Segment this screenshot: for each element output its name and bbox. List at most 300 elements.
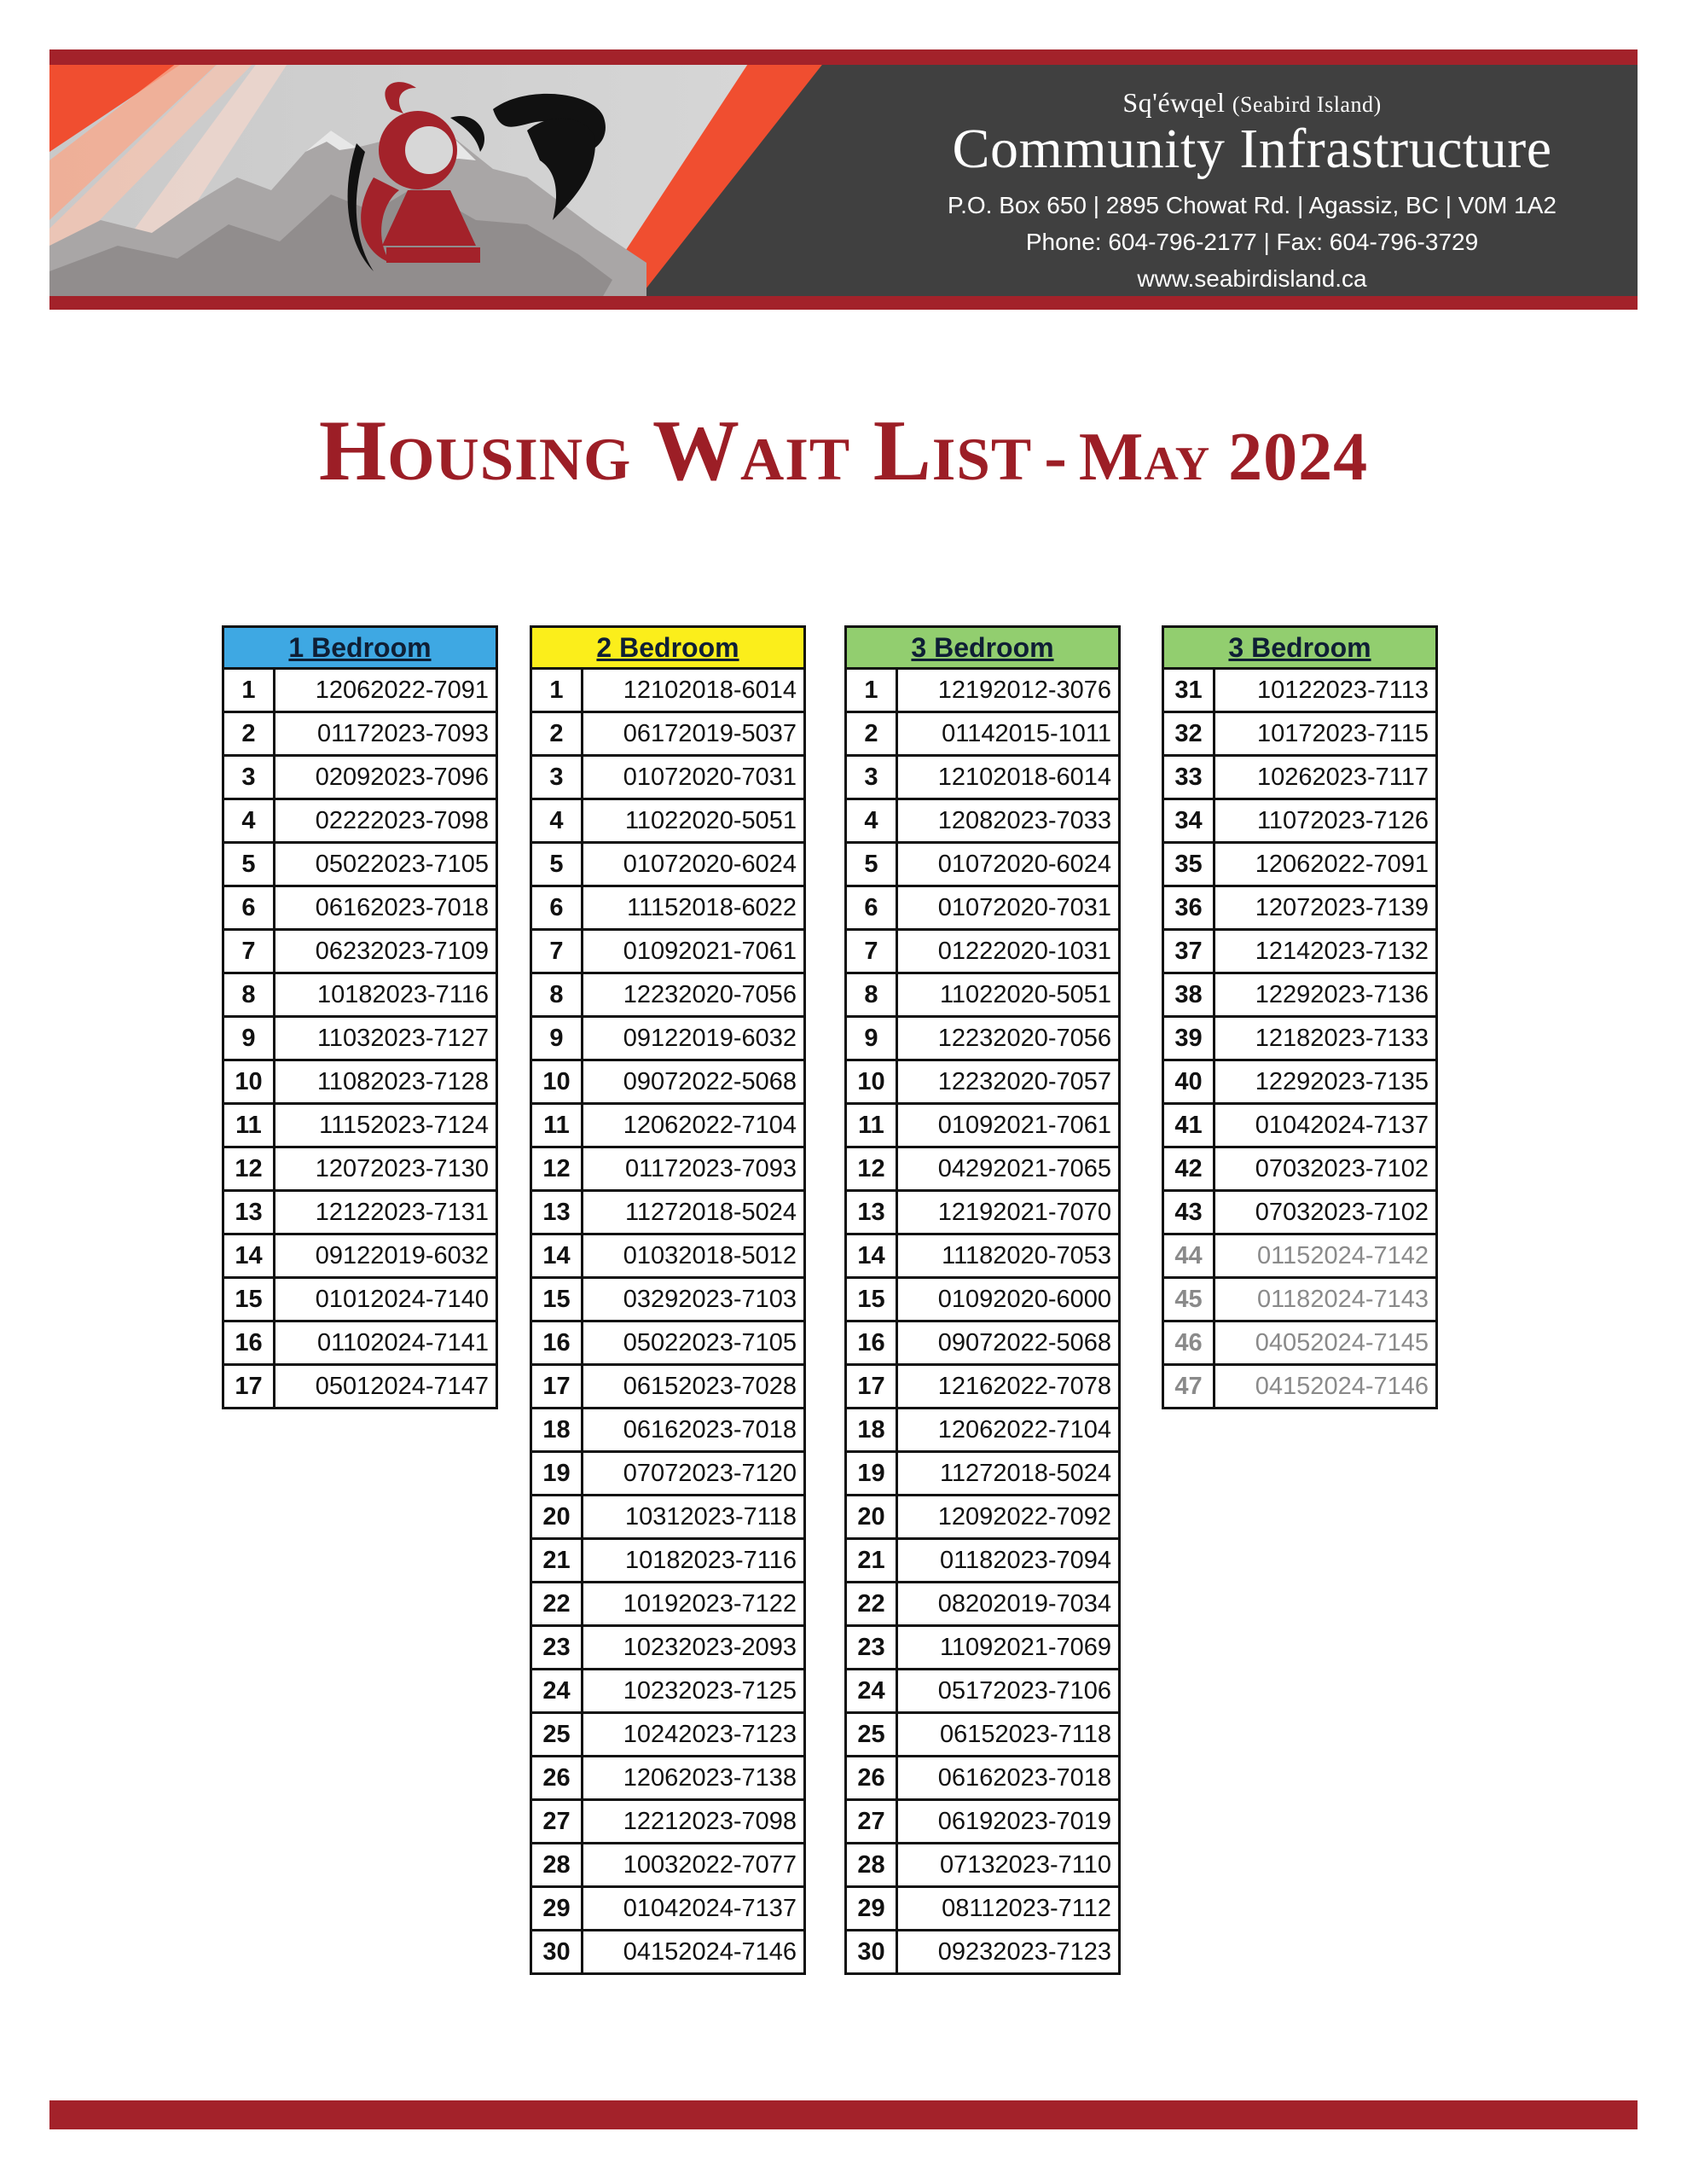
rank-number: 31: [1163, 669, 1215, 712]
table-row: [846, 712, 1120, 756]
table-row: [531, 1496, 805, 1539]
applicant-id: 12122023-7131: [275, 1191, 497, 1234]
table-row: [223, 1147, 497, 1191]
rank-number: 13: [531, 1191, 583, 1234]
rank-number: 25: [846, 1713, 897, 1757]
table-row: [846, 1104, 1120, 1147]
rank-number: 36: [1163, 886, 1215, 930]
applicant-id: 12292023-7135: [1215, 1060, 1437, 1104]
table-row: [846, 1060, 1120, 1104]
applicant-id: 11022020-5051: [583, 799, 805, 843]
applicant-id: 10122023-7113: [1215, 669, 1437, 712]
table-row: [223, 1365, 497, 1409]
table-row: [223, 1060, 497, 1104]
table-row: [846, 1191, 1120, 1234]
applicant-id: 01182023-7094: [897, 1539, 1120, 1583]
applicant-id: 06152023-7028: [583, 1365, 805, 1409]
rank-number: 12: [846, 1147, 897, 1191]
table-row: [846, 1147, 1120, 1191]
table-row: [531, 1234, 805, 1278]
applicant-id: 12142023-7132: [1215, 930, 1437, 973]
rank-number: 25: [531, 1713, 583, 1757]
table-row: [1163, 1147, 1437, 1191]
table-row: [223, 1278, 497, 1321]
rank-number: 41: [1163, 1104, 1215, 1147]
table-row: [1163, 1017, 1437, 1060]
footer-stripe: [49, 2100, 1638, 2129]
applicant-id: 10182023-7116: [275, 973, 497, 1017]
table-row: [531, 1452, 805, 1496]
applicant-id: 01142015-1011: [897, 712, 1120, 756]
applicant-id: 09122019-6032: [583, 1017, 805, 1060]
applicant-id: 01072020-7031: [583, 756, 805, 799]
applicant-id: 04052024-7145: [1215, 1321, 1437, 1365]
three-bedroom-table-part-1: [844, 625, 1121, 1975]
applicant-id: 01072020-6024: [897, 843, 1120, 886]
applicant-id: 12062023-7138: [583, 1757, 805, 1800]
rank-number: 47: [1163, 1365, 1215, 1409]
table-row: [531, 886, 805, 930]
rank-number: 28: [846, 1844, 897, 1887]
rank-number: 1: [531, 669, 583, 712]
applicant-id: 11272018-5024: [897, 1452, 1120, 1496]
table-row: [846, 1931, 1120, 1974]
table-row: [531, 1191, 805, 1234]
table-row: [531, 1409, 805, 1452]
applicant-id: 07072023-7120: [583, 1452, 805, 1496]
table-row: [223, 669, 497, 712]
rank-number: 7: [531, 930, 583, 973]
rank-number: 35: [1163, 843, 1215, 886]
rank-number: 24: [846, 1670, 897, 1713]
table-row: [223, 930, 497, 973]
rank-number: 30: [846, 1931, 897, 1974]
table-row: [1163, 1104, 1437, 1147]
applicant-id: 05022023-7105: [275, 843, 497, 886]
table-row: [531, 756, 805, 799]
three-bedroom-table-part-2: [1162, 625, 1438, 1409]
table-row: [1163, 712, 1437, 756]
rank-number: 4: [531, 799, 583, 843]
applicant-id: 01042024-7137: [1215, 1104, 1437, 1147]
phone-fax: Phone: 604-796-2177 | Fax: 604-796-3729: [1025, 229, 1479, 255]
applicant-id: 02222023-7098: [275, 799, 497, 843]
applicant-id: 11182020-7053: [897, 1234, 1120, 1278]
table-row: [846, 973, 1120, 1017]
table-row: [846, 1409, 1120, 1452]
rank-number: 7: [223, 930, 275, 973]
table-row: [846, 1452, 1120, 1496]
table-row: [1163, 1191, 1437, 1234]
one-bedroom-table: [222, 625, 498, 1409]
rank-number: 22: [531, 1583, 583, 1626]
rank-number: 16: [846, 1321, 897, 1365]
table-row: [223, 973, 497, 1017]
applicant-id: 05012024-7147: [275, 1365, 497, 1409]
rank-number: 23: [531, 1626, 583, 1670]
rank-number: 9: [531, 1017, 583, 1060]
applicant-id: 01152024-7142: [1215, 1234, 1437, 1278]
rank-number: 1: [846, 669, 897, 712]
rank-number: 27: [531, 1800, 583, 1844]
rank-number: 33: [1163, 756, 1215, 799]
applicant-id: 01092021-7061: [583, 930, 805, 973]
two-bedroom-header: 2 Bedroom: [531, 627, 805, 669]
applicant-id: 01042024-7137: [583, 1887, 805, 1931]
applicant-id: 10192023-7122: [583, 1583, 805, 1626]
table-row: [531, 1539, 805, 1583]
rank-number: 8: [531, 973, 583, 1017]
rank-number: 39: [1163, 1017, 1215, 1060]
applicant-id: 07032023-7102: [1215, 1147, 1437, 1191]
table-row: [531, 1800, 805, 1844]
rank-number: 20: [531, 1496, 583, 1539]
table-row: [1163, 843, 1437, 886]
applicant-id: 04152024-7146: [583, 1931, 805, 1974]
rank-number: 13: [846, 1191, 897, 1234]
applicant-id: 01222020-1031: [897, 930, 1120, 973]
applicant-id: 12182023-7133: [1215, 1017, 1437, 1060]
rank-number: 10: [223, 1060, 275, 1104]
applicant-id: 06152023-7118: [897, 1713, 1120, 1757]
table-row: [531, 930, 805, 973]
applicant-id: 11072023-7126: [1215, 799, 1437, 843]
org-name-native: Sq'éwqel: [1122, 87, 1226, 118]
rank-number: 5: [531, 843, 583, 886]
table-row: [531, 1017, 805, 1060]
table-row: [1163, 1321, 1437, 1365]
rank-number: 17: [846, 1365, 897, 1409]
rank-number: 10: [531, 1060, 583, 1104]
table-row: [1163, 1060, 1437, 1104]
rank-number: 30: [531, 1931, 583, 1974]
table-row: [531, 973, 805, 1017]
table-row: [531, 1887, 805, 1931]
title-date: May 2024: [1078, 420, 1369, 495]
rank-number: 8: [223, 973, 275, 1017]
table-row: [531, 1060, 805, 1104]
header-text-block: [868, 65, 1636, 297]
rank-number: 15: [531, 1278, 583, 1321]
applicant-id: 10232023-2093: [583, 1626, 805, 1670]
applicant-id: 11152018-6022: [583, 886, 805, 930]
table-row: [1163, 1278, 1437, 1321]
three-bedroom-header: 3 Bedroom: [846, 627, 1120, 669]
department-name: Community Infrastructure: [952, 118, 1552, 180]
rank-number: 14: [223, 1234, 275, 1278]
rank-number: 3: [223, 756, 275, 799]
applicant-id: 09232023-7123: [897, 1931, 1120, 1974]
table-row: [223, 1191, 497, 1234]
table-row: [531, 1583, 805, 1626]
table-row: [531, 1844, 805, 1887]
table-row: [531, 1278, 805, 1321]
org-name-english: (Seabird Island): [1232, 92, 1382, 117]
rank-number: 28: [531, 1844, 583, 1887]
applicant-id: 08202019-7034: [897, 1583, 1120, 1626]
rank-number: 11: [846, 1104, 897, 1147]
applicant-id: 12232020-7056: [583, 973, 805, 1017]
applicant-id: 12102018-6014: [897, 756, 1120, 799]
table-row: [531, 1626, 805, 1670]
applicant-id: 01012024-7140: [275, 1278, 497, 1321]
rank-number: 6: [531, 886, 583, 930]
applicant-id: 01092021-7061: [897, 1104, 1120, 1147]
applicant-id: 05172023-7106: [897, 1670, 1120, 1713]
table-row: [846, 1365, 1120, 1409]
rank-number: 2: [531, 712, 583, 756]
applicant-id: 02092023-7096: [275, 756, 497, 799]
rank-number: 45: [1163, 1278, 1215, 1321]
applicant-id: 06162023-7018: [897, 1757, 1120, 1800]
table-row: [846, 1887, 1120, 1931]
table-row: [1163, 886, 1437, 930]
rank-number: 24: [531, 1670, 583, 1713]
rank-number: 15: [846, 1278, 897, 1321]
applicant-id: 01072020-6024: [583, 843, 805, 886]
rank-number: 17: [223, 1365, 275, 1409]
applicant-id: 01172023-7093: [275, 712, 497, 756]
rank-number: 16: [531, 1321, 583, 1365]
table-row: [1163, 799, 1437, 843]
title-separator: -: [1044, 420, 1067, 495]
applicant-id: 06192023-7019: [897, 1800, 1120, 1844]
rank-number: 21: [531, 1539, 583, 1583]
table-row: [531, 1757, 805, 1800]
rank-number: 5: [223, 843, 275, 886]
table-row: [223, 712, 497, 756]
rank-number: 22: [846, 1583, 897, 1626]
applicant-id: 12062022-7091: [1215, 843, 1437, 886]
rank-number: 5: [846, 843, 897, 886]
table-row: [846, 1626, 1120, 1670]
applicant-id: 06162023-7018: [275, 886, 497, 930]
applicant-id: 01092020-6000: [897, 1278, 1120, 1321]
rank-number: 1: [223, 669, 275, 712]
rank-number: 21: [846, 1539, 897, 1583]
rank-number: 9: [223, 1017, 275, 1060]
applicant-id: 01072020-7031: [897, 886, 1120, 930]
applicant-id: 10182023-7116: [583, 1539, 805, 1583]
rank-number: 11: [223, 1104, 275, 1147]
rank-number: 12: [223, 1147, 275, 1191]
rank-number: 18: [531, 1409, 583, 1452]
applicant-id: 11152023-7124: [275, 1104, 497, 1147]
applicant-id: 12212023-7098: [583, 1800, 805, 1844]
applicant-id: 08112023-7112: [897, 1887, 1120, 1931]
rank-number: 38: [1163, 973, 1215, 1017]
applicant-id: 10242023-7123: [583, 1713, 805, 1757]
rank-number: 15: [223, 1278, 275, 1321]
table-row: [223, 1321, 497, 1365]
banner-top-stripe: [49, 49, 1638, 65]
rank-number: 23: [846, 1626, 897, 1670]
rank-number: 3: [846, 756, 897, 799]
applicant-id: 12092022-7092: [897, 1496, 1120, 1539]
rank-number: 19: [531, 1452, 583, 1496]
table-row: [846, 1670, 1120, 1713]
table-row: [223, 886, 497, 930]
rank-number: 4: [223, 799, 275, 843]
rank-number: 37: [1163, 930, 1215, 973]
table-row: [846, 669, 1120, 712]
applicant-id: 10172023-7115: [1215, 712, 1437, 756]
applicant-id: 06172019-5037: [583, 712, 805, 756]
rank-number: 19: [846, 1452, 897, 1496]
rank-number: 9: [846, 1017, 897, 1060]
applicant-id: 11022020-5051: [897, 973, 1120, 1017]
rank-number: 2: [223, 712, 275, 756]
rank-number: 6: [846, 886, 897, 930]
table-row: [1163, 669, 1437, 712]
rank-number: 12: [531, 1147, 583, 1191]
applicant-id: 01102024-7141: [275, 1321, 497, 1365]
applicant-id: 11082023-7128: [275, 1060, 497, 1104]
table-row: [846, 886, 1120, 930]
table-row: [846, 1583, 1120, 1626]
table-row: [1163, 1365, 1437, 1409]
applicant-id: 10262023-7117: [1215, 756, 1437, 799]
rank-number: 20: [846, 1496, 897, 1539]
mailing-address: P.O. Box 650 | 2895 Chowat Rd. | Agassiz, BC | V0M 1A2: [948, 192, 1557, 218]
table-row: [846, 1800, 1120, 1844]
table-row: [531, 1365, 805, 1409]
applicant-id: 12062022-7104: [583, 1104, 805, 1147]
applicant-id: 10232023-7125: [583, 1670, 805, 1713]
applicant-id: 04152024-7146: [1215, 1365, 1437, 1409]
rank-number: 18: [846, 1409, 897, 1452]
applicant-id: 12072023-7139: [1215, 886, 1437, 930]
rank-number: 10: [846, 1060, 897, 1104]
applicant-id: 03292023-7103: [583, 1278, 805, 1321]
table-row: [846, 756, 1120, 799]
applicant-id: 12062022-7104: [897, 1409, 1120, 1452]
rank-number: 11: [531, 1104, 583, 1147]
two-bedroom-table: [530, 625, 806, 1975]
table-row: [531, 1670, 805, 1713]
rank-number: 3: [531, 756, 583, 799]
table-row: [531, 1104, 805, 1147]
table-row: [846, 930, 1120, 973]
table-row: [223, 1104, 497, 1147]
table-row: [846, 1278, 1120, 1321]
applicant-id: 07032023-7102: [1215, 1191, 1437, 1234]
one-bedroom-header: 1 Bedroom: [223, 627, 497, 669]
rank-number: 27: [846, 1800, 897, 1844]
table-row: [846, 1234, 1120, 1278]
applicant-id: 12062022-7091: [275, 669, 497, 712]
applicant-id: 09072022-5068: [897, 1321, 1120, 1365]
applicant-id: 12192021-7070: [897, 1191, 1120, 1234]
applicant-id: 12292023-7136: [1215, 973, 1437, 1017]
table-row: [531, 1931, 805, 1974]
rank-number: 29: [531, 1887, 583, 1931]
title-main: Housing Wait List: [318, 403, 1033, 499]
table-row: [531, 669, 805, 712]
table-row: [846, 1539, 1120, 1583]
table-row: [846, 1017, 1120, 1060]
rank-number: 43: [1163, 1191, 1215, 1234]
applicant-id: 11272018-5024: [583, 1191, 805, 1234]
rank-number: 16: [223, 1321, 275, 1365]
header-banner: [49, 49, 1638, 310]
applicant-id: 06232023-7109: [275, 930, 497, 973]
rank-number: 34: [1163, 799, 1215, 843]
table-row: [846, 799, 1120, 843]
table-row: [223, 1234, 497, 1278]
rank-number: 26: [531, 1757, 583, 1800]
table-row: [846, 843, 1120, 886]
applicant-id: 12082023-7033: [897, 799, 1120, 843]
three-bedroom-header-continued: 3 Bedroom: [1163, 627, 1437, 669]
applicant-id: 12102018-6014: [583, 669, 805, 712]
applicant-id: 12232020-7057: [897, 1060, 1120, 1104]
rank-number: 8: [846, 973, 897, 1017]
table-row: [223, 799, 497, 843]
rank-number: 2: [846, 712, 897, 756]
table-row: [223, 843, 497, 886]
table-row: [1163, 756, 1437, 799]
applicant-id: 10312023-7118: [583, 1496, 805, 1539]
table-row: [531, 1713, 805, 1757]
table-row: [846, 1496, 1120, 1539]
table-row: [223, 1017, 497, 1060]
table-row: [846, 1844, 1120, 1887]
rank-number: 40: [1163, 1060, 1215, 1104]
applicant-id: 09072022-5068: [583, 1060, 805, 1104]
applicant-id: 10032022-7077: [583, 1844, 805, 1887]
applicant-id: 07132023-7110: [897, 1844, 1120, 1887]
banner-bottom-stripe: [49, 296, 1638, 310]
rank-number: 7: [846, 930, 897, 973]
page-title: [0, 401, 1687, 501]
applicant-id: 04292021-7065: [897, 1147, 1120, 1191]
table-row: [846, 1757, 1120, 1800]
rank-number: 14: [846, 1234, 897, 1278]
website-link[interactable]: www.seabirdisland.ca: [1137, 265, 1367, 292]
rank-number: 4: [846, 799, 897, 843]
applicant-id: 11032023-7127: [275, 1017, 497, 1060]
table-row: [223, 756, 497, 799]
table-row: [531, 1147, 805, 1191]
table-row: [846, 1321, 1120, 1365]
applicant-id: 01172023-7093: [583, 1147, 805, 1191]
applicant-id: 05022023-7105: [583, 1321, 805, 1365]
table-row: [531, 799, 805, 843]
applicant-id: 12072023-7130: [275, 1147, 497, 1191]
applicant-id: 12232020-7056: [897, 1017, 1120, 1060]
rank-number: 6: [223, 886, 275, 930]
applicant-id: 09122019-6032: [275, 1234, 497, 1278]
table-row: [531, 843, 805, 886]
rank-number: 14: [531, 1234, 583, 1278]
applicant-id: 11092021-7069: [897, 1626, 1120, 1670]
table-row: [1163, 930, 1437, 973]
rank-number: 42: [1163, 1147, 1215, 1191]
applicant-id: 01032018-5012: [583, 1234, 805, 1278]
rank-number: 13: [223, 1191, 275, 1234]
rank-number: 32: [1163, 712, 1215, 756]
table-row: [846, 1713, 1120, 1757]
rank-number: 44: [1163, 1234, 1215, 1278]
rank-number: 46: [1163, 1321, 1215, 1365]
table-row: [531, 1321, 805, 1365]
table-row: [1163, 1234, 1437, 1278]
applicant-id: 12192012-3076: [897, 669, 1120, 712]
table-row: [1163, 973, 1437, 1017]
table-row: [531, 712, 805, 756]
applicant-id: 12162022-7078: [897, 1365, 1120, 1409]
